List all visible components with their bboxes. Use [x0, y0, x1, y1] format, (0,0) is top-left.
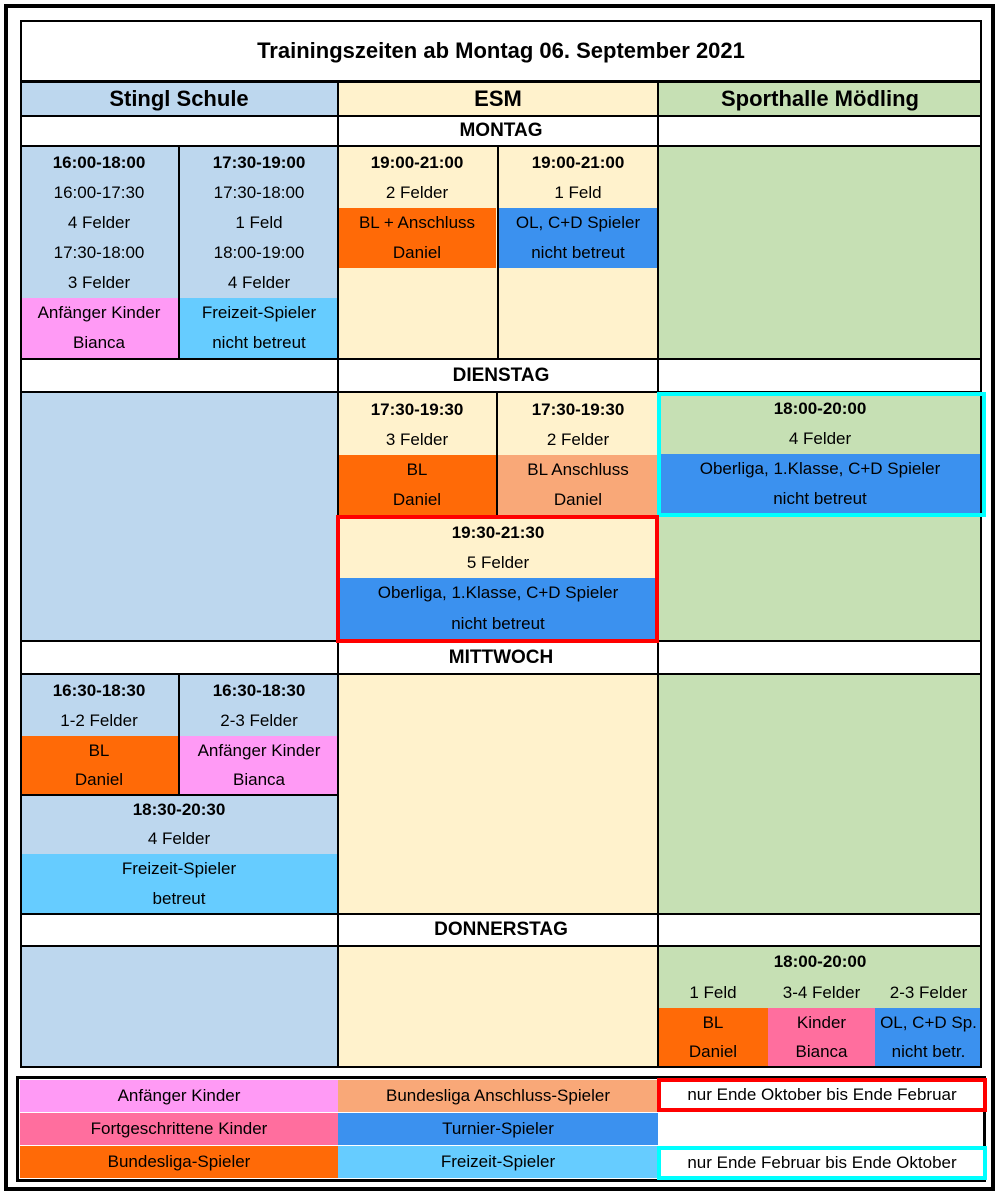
montag-esm2-courts: 1 Feld [554, 183, 602, 202]
dienstag-esm2-courts: 2 Felder [546, 430, 610, 449]
donnerstag-hall3-courts: 2-3 Felder [889, 983, 968, 1002]
legend-red-note: nur Ende Oktober bis Ende Februar [657, 1078, 987, 1112]
mittwoch-hall-bg [658, 674, 982, 914]
montag-stingl1-time: 16:00-18:00 [52, 153, 146, 172]
grid-line [20, 81, 982, 83]
donnerstag-hall1-courts: 1 Feld [689, 983, 737, 1002]
red-frame-dienstag-esm [336, 515, 659, 643]
grid-line [178, 146, 180, 358]
dienstag-hall-group: Oberliga, 1.Klasse, C+D Spieler [658, 454, 982, 484]
dienstag-esm2-group: BL Anschluss [498, 455, 658, 485]
grid-line [496, 392, 498, 516]
montag-stingl1-line: 3 Felder [67, 273, 131, 292]
day-header-dienstag: DIENSTAG [20, 360, 982, 392]
dienstag-hall-courts: 4 Felder [788, 429, 852, 448]
montag-stingl2-line: 4 Felder [227, 273, 291, 292]
donnerstag-hall3-group: OL, C+D Sp. [875, 1008, 982, 1038]
montag-esm2-trainer: nicht betreut [498, 238, 658, 268]
mittwoch-stingl3-group: Freizeit-Spieler [20, 854, 338, 884]
mittwoch-stingl1-group: BL [20, 736, 178, 766]
donnerstag-esm-bg [338, 946, 658, 1066]
grid-line [980, 82, 982, 1068]
mittwoch-esm-bg [338, 674, 658, 914]
day-header-montag: MONTAG [20, 116, 982, 146]
venue-sporthalle-moedling: Sporthalle Mödling [658, 82, 982, 116]
grid-line [20, 82, 22, 1068]
montag-stingl1-line: 17:30-18:00 [53, 243, 145, 262]
legend-fortgeschrittene-kinder: Fortgeschrittene Kinder [20, 1113, 338, 1145]
dienstag-esm3-time: 19:30-21:30 [451, 523, 545, 542]
donnerstag-hall1-group: BL [658, 1008, 768, 1038]
mittwoch-stingl2-group: Anfänger Kinder [180, 736, 338, 766]
legend-bundesliga-spieler: Bundesliga-Spieler [20, 1146, 338, 1178]
montag-esm2-time: 19:00-21:00 [531, 153, 625, 172]
montag-stingl1-line: 4 Felder [67, 213, 131, 232]
dienstag-esm3-courts: 5 Felder [466, 553, 530, 572]
montag-stingl1-line: 16:00-17:30 [53, 183, 145, 202]
legend-bundesliga-anschluss: Bundesliga Anschluss-Spieler [338, 1080, 658, 1112]
donnerstag-hall-time: 18:00-20:00 [773, 952, 867, 971]
donnerstag-hall2-group: Kinder [768, 1008, 875, 1038]
donnerstag-hall2-courts: 3-4 Felder [782, 983, 861, 1002]
montag-stingl2-line: 1 Feld [235, 213, 283, 232]
montag-stingl2-group: Freizeit-Spieler [180, 298, 338, 328]
dienstag-stingl-bg [20, 392, 338, 640]
donnerstag-stingl-bg [20, 946, 338, 1066]
montag-esm1-group: BL + Anschluss [338, 208, 496, 238]
grid-line [20, 913, 982, 915]
venue-esm: ESM [338, 82, 658, 116]
mittwoch-stingl1-courts: 1-2 Felder [60, 711, 138, 730]
donnerstag-hall3-trainer: nicht betr. [875, 1038, 982, 1066]
legend-anfaenger-kinder: Anfänger Kinder [20, 1080, 338, 1112]
mittwoch-stingl3-trainer: betreut [20, 884, 338, 914]
grid-line [178, 674, 180, 794]
dienstag-esm2-trainer: Daniel [498, 485, 658, 515]
montag-stingl1-trainer: Bianca [20, 328, 178, 358]
dienstag-esm1-group: BL [338, 455, 496, 485]
legend-turnier-spieler: Turnier-Spieler [338, 1113, 658, 1145]
dienstag-esm1-time: 17:30-19:30 [370, 400, 464, 419]
donnerstag-hall1-trainer: Daniel [658, 1038, 768, 1066]
montag-esm1-time: 19:00-21:00 [370, 153, 464, 172]
grid-line [20, 794, 338, 796]
dienstag-esm3-group: Oberliga, 1.Klasse, C+D Spieler [338, 578, 658, 608]
page-title: Trainingszeiten ab Montag 06. September 2021 [257, 38, 745, 63]
day-header-mittwoch: MITTWOCH [20, 642, 982, 674]
legend-freizeit-spieler: Freizeit-Spieler [338, 1146, 658, 1178]
dienstag-esm1-trainer: Daniel [338, 485, 496, 515]
grid-line [20, 945, 982, 947]
grid-line [20, 358, 982, 360]
mittwoch-stingl2-courts: 2-3 Felder [220, 711, 298, 730]
montag-esm1-courts: 2 Felder [385, 183, 449, 202]
legend-cyan-note: nur Ende Februar bis Ende Oktober [657, 1146, 987, 1180]
montag-stingl2-time: 17:30-19:00 [212, 153, 306, 172]
cyan-frame-dienstag-hall [657, 392, 986, 517]
grid-line [20, 145, 982, 147]
dienstag-esm3-trainer: nicht betreut [338, 608, 658, 640]
mittwoch-stingl1-trainer: Daniel [20, 766, 178, 794]
montag-stingl1-group: Anfänger Kinder [20, 298, 178, 328]
dienstag-hall-time: 18:00-20:00 [773, 399, 867, 418]
venue-stingl-schule: Stingl Schule [20, 82, 338, 116]
grid-line [20, 673, 982, 675]
donnerstag-hall2-trainer: Bianca [768, 1038, 875, 1066]
montag-esm1-trainer: Daniel [338, 238, 496, 268]
montag-stingl2-line: 17:30-18:00 [213, 183, 305, 202]
day-header-donnerstag: DONNERSTAG [20, 914, 982, 946]
mittwoch-stingl2-time: 16:30-18:30 [212, 681, 306, 700]
dienstag-hall-trainer: nicht betreut [658, 484, 982, 514]
grid-line [20, 1066, 982, 1068]
mittwoch-stingl3-courts: 4 Felder [147, 829, 211, 848]
dienstag-esm2-time: 17:30-19:30 [531, 400, 625, 419]
montag-hall-bg [658, 146, 982, 358]
montag-stingl2-trainer: nicht betreut [180, 328, 338, 358]
dienstag-esm1-courts: 3 Felder [385, 430, 449, 449]
montag-esm2-group: OL, C+D Spieler [498, 208, 658, 238]
grid-line [20, 115, 982, 117]
montag-stingl2-line: 18:00-19:00 [213, 243, 305, 262]
mittwoch-stingl2-trainer: Bianca [180, 766, 338, 794]
mittwoch-stingl1-time: 16:30-18:30 [52, 681, 146, 700]
mittwoch-stingl3-time: 18:30-20:30 [132, 800, 226, 819]
grid-line [497, 146, 499, 358]
